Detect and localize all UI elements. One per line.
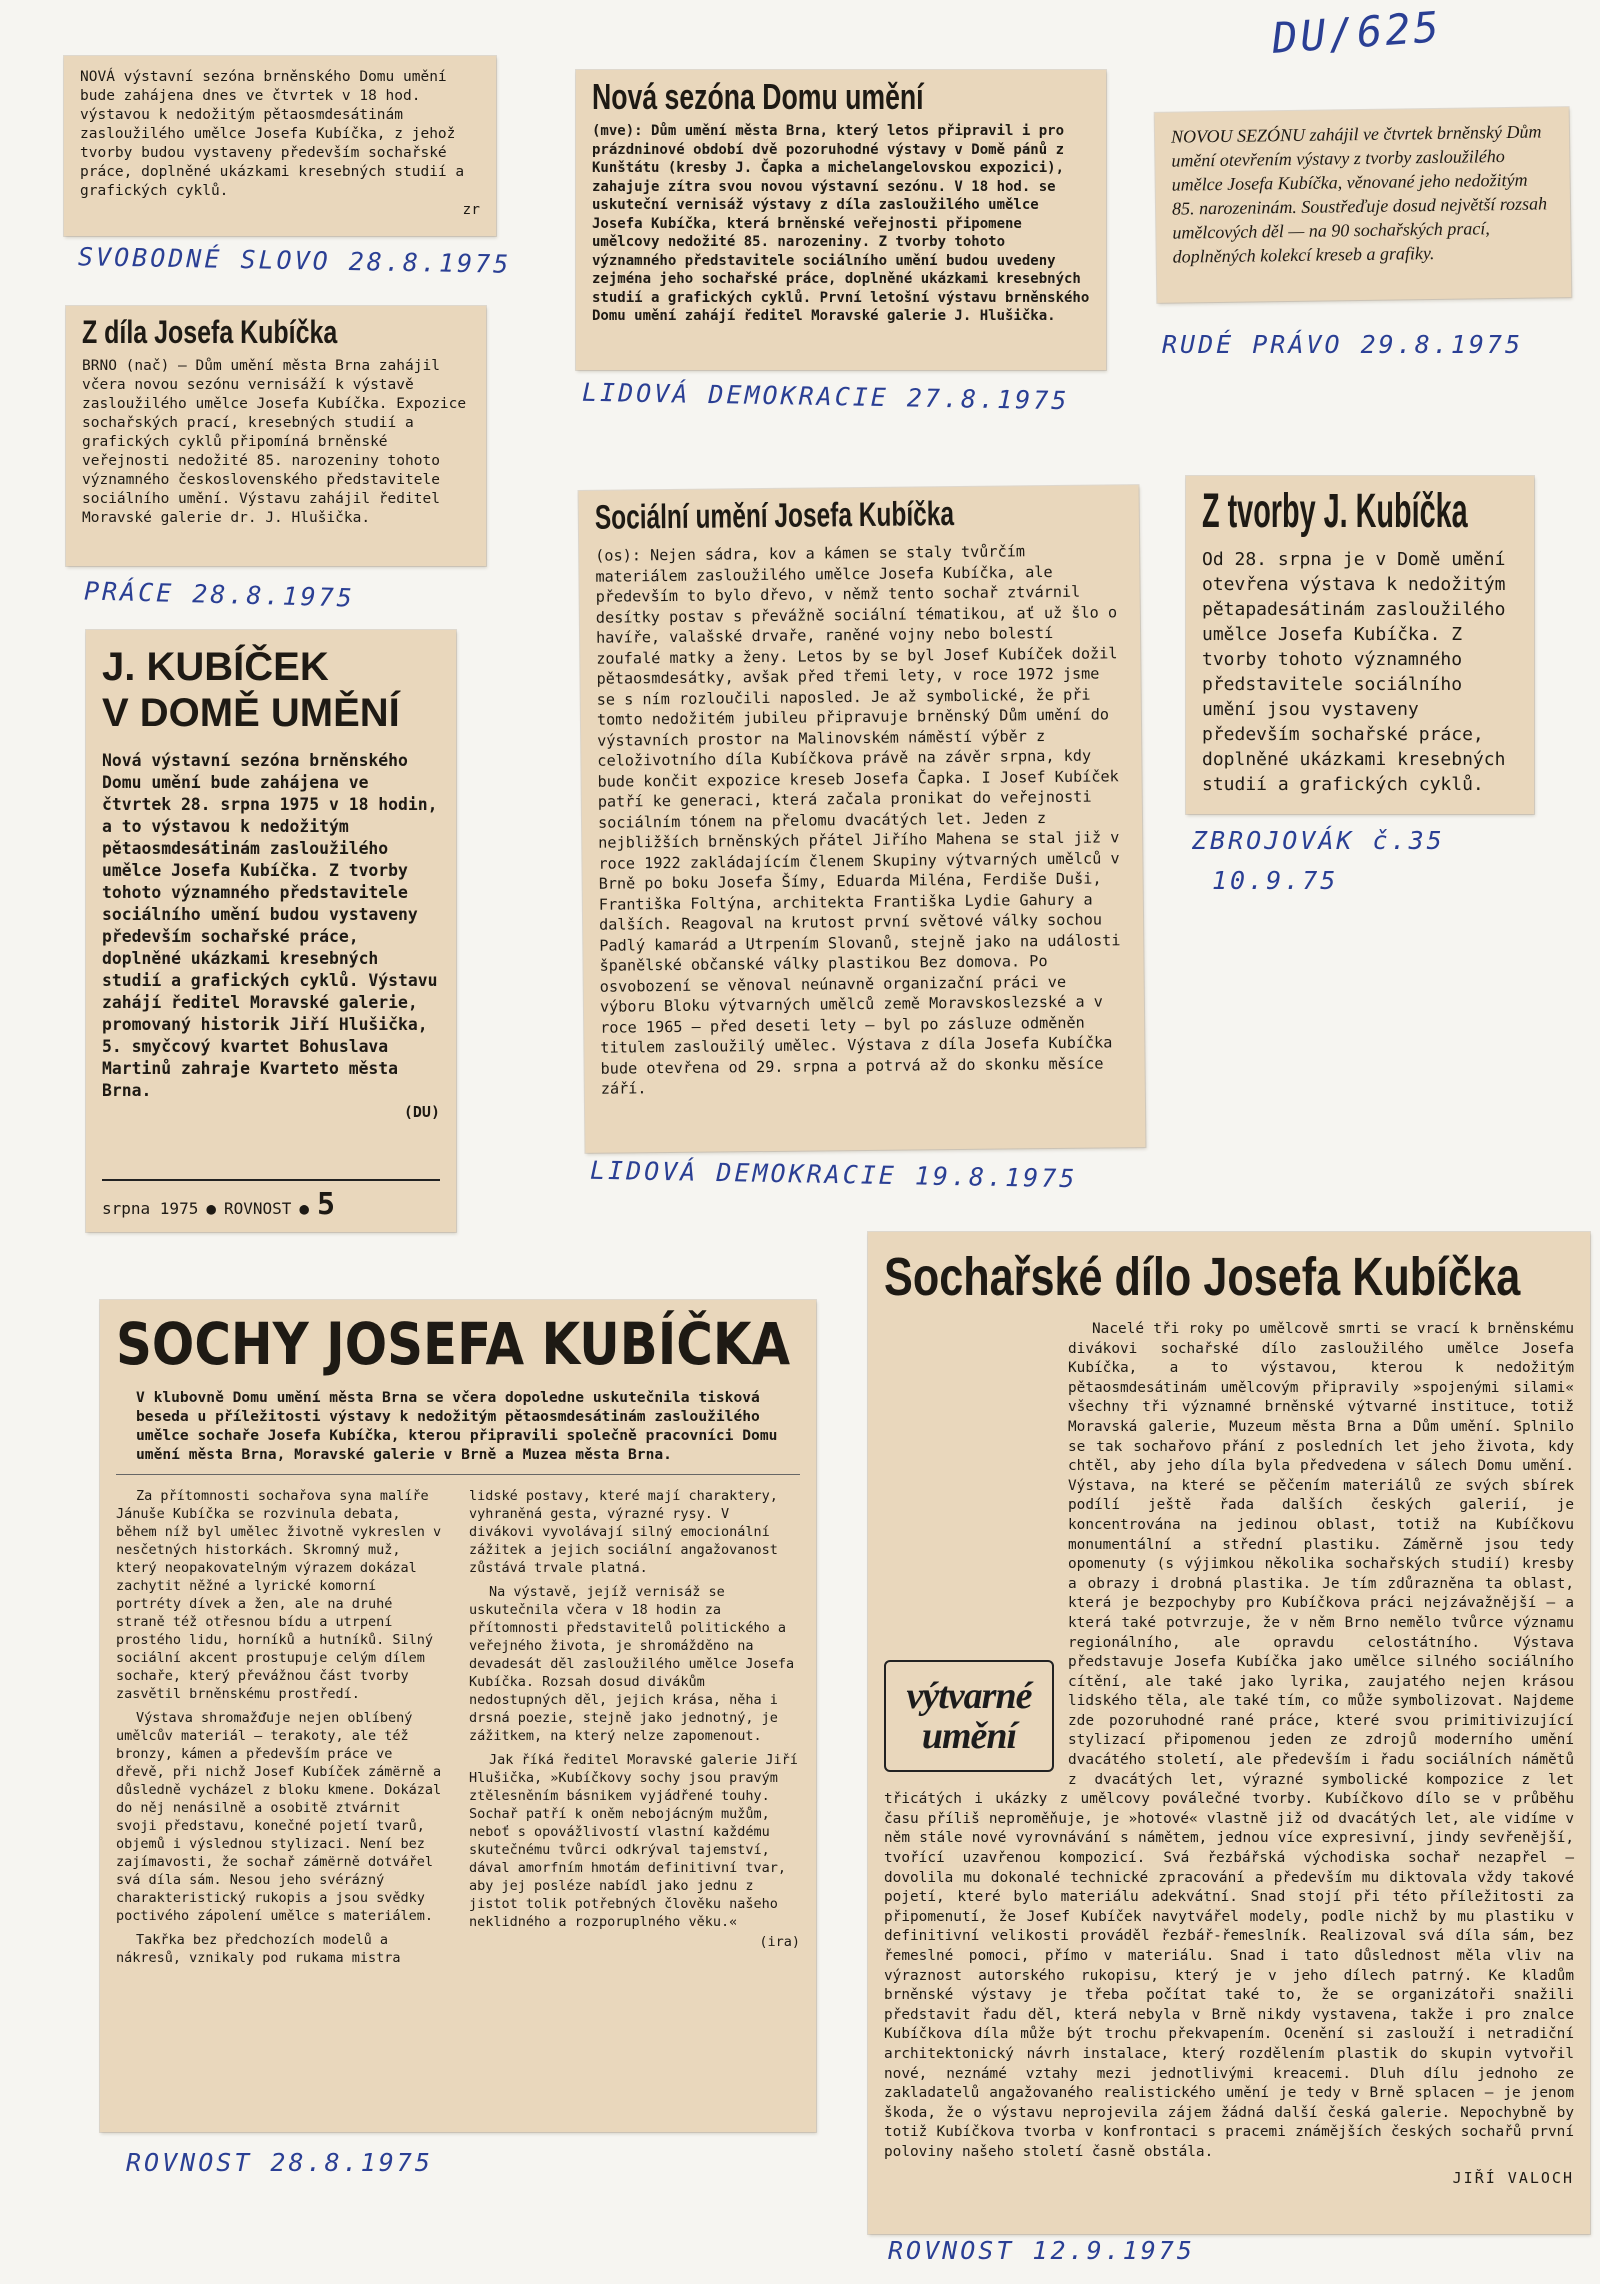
article-paragraph: Za přítomnosti sochařova syna malíře Jánuše Kubíčka se rozvinula debata, během níž byl umělec životně vykreslen v nesčetných historkách. Skromný muž, který neopakovatelným výrazem dokázal zachytit něžné a lyrické komorní portréty dívek a žen, ale na druhé straně též otřesnou bídu a utrpení prostého lidu, horníků a hutníků. Silný sociální akcent prostupuje celým dílem sochaře, který převážnou část tvorby zasvětil brněnskému prostředí. (116, 1488, 442, 1702)
source-note-date: 10.9.75 (1212, 866, 1339, 895)
article-signature: (DU) (403, 1103, 440, 1121)
article-lead: V klubovně Domu umění města Brna se včera dopoledne uskutečnila tisková beseda u příležitosti výstavy k nedožitým pětaosmdesátinám zasloužilého umělce sochaře Josefa Kubíčka, kterou připravili společně pracovníci Domu umění města Brna, Moravské galerie v Brně a Muzea města Brna. (116, 1388, 800, 1475)
article-body: Nová výstavní sezóna brněnského Domu umění bude zahájena ve čtvrtek 28. srpna 1975 v 18 hodin, a to výstavou k nedožitým pětaosmdesátinám zasloužilého umělce Josefa Kubíčka. Z tvorby tohoto významného představitele sociálního umění budou vystaveny především sochařské práce, doplněné ukázkami kresebných studií a grafických cyklů. Výstavu zahájí ředitel Moravské galerie, promovaný historik Jiří Hlušička, 5. smyčcový kvartet Bohuslava Martinů zahraje Kvarteto města Brna. (102, 751, 438, 1100)
source-note: PRÁCE 28.8.1975 (83, 576, 356, 613)
clipping-svobodne-slovo (64, 56, 496, 236)
clipping-rude-pravo (1155, 107, 1572, 303)
source-note: SVOBODNÉ SLOVO 28.8.1975 (77, 242, 512, 279)
clipping-zbrojovak (1186, 476, 1534, 814)
article-title: Nová sezóna Domu umění (592, 76, 924, 117)
article-body: Od 28. srpna je v Domě umění otevřena výstava k nedožitým pětapadesátinám zasloužilého umělce Josefa Kubíčka. Z tvorby tohoto významného představitele sociálního umění jsou vystaveny především sochařské práce, doplněné ukázkami kresebných studií a grafických cyklů. (1202, 549, 1506, 795)
archive-mark: DU/625 (1270, 2, 1444, 63)
article-paragraph: Jak říká ředitel Moravské galerie Jiří Hlušička, »Kubíčkovy sochy jsou pravým ztělesněním básnikem vyjádřené touhy. Sochař patří k oněm nebojácným mužům, neboť s opovážlivostí vlastní každému skutečnému tvůrci odkrýval tajemství, dával amorfním hmotám definitivní tvar, aby jej posléze nabídl jako jednu z jistot tolik potřebných člověku našeho neklidného a rozporuplného věku.« (469, 1752, 798, 1930)
clipping-prace (66, 306, 486, 566)
footer-date: srpna 1975 (102, 1199, 199, 1218)
section-stamp-logo (884, 1660, 1054, 1772)
article-title: Sociální umění Josefa Kubíčka (594, 495, 955, 537)
article-title: Sochařské dílo Josefa Kubíčka (884, 1247, 1521, 1307)
stamp-line: výtvarné (906, 1675, 1032, 1717)
article-body: NOVOU SEZÓNU zahájil ve čtvrtek brněnský Dům umění otevřením výstavy z tvorby zasloužilého umělce Josefa Kubíčka, věnované jeho nedožitým 85. narozeninám. Soustřeďuje dosud největší rozsah umělcových děl — na 90 sochařských prací, doplněných kolekcí kreseb a grafiky. (1170, 121, 1548, 267)
article-title: Z tvorby J. Kubíčka (1202, 485, 1468, 538)
source-note: LIDOVÁ DEMOKRACIE 27.8.1975 (581, 377, 1070, 416)
article-body: (os): Nejen sádra, kov a kámen se staly tvůrčím materiálem zasloužilého umělce Josefa Kubíčka, ale především to bylo dřevo, v němž tento sochař ztvárnil desítky postav s převážně sociální tématikou, ať už šlo o havíře, valašské drvaře, raněné vojny nebo bolestí zoufalé matky a ženy. Letos by se byl Josef Kubíček dožil pětaosmdesátky, avšak před třemi lety, v roce 1972 jsme se s ním rozloučili naposled. Je až symbolické, že při tomto nedožitém jubileu připravuje brněnský Dům umění do výstavních prostor na Malinovském náměstí výběr z celoživotního díla Kubíčkova právě na závěr srpna, kdy bude končit expozice kreseb Josefa Čapka. I Josef Kubíček patří ke generaci, která začala pronikat do veřejnosti sociálním tónem na přelomu dvacátých let. Jeden z nejbližších brněnských přátel Jiřího Mahena se stal již v roce 1922 zakládajícím členem Skupiny výtvarných umělců v Brně po boku Josefa Šímy, Eduarda Miléna, Ferdiše Duši, Františka Foltýna, architekta Františka Lydie Gahury a dalších. Reagoval na krutost první světové války sochou Padlý kamarád a Utrpením Slovanů, stejně jako na události španělské občanské války plastikou Bez domova. Po osvobození se věnoval neúnavně organizační práci ve výboru Bloku výtvarných umělců země Moravskoslezské a v roce 1965 — před deseti lety — byl po zásluze odměněn titulem zasloužilý umělec. Výstava z díla Josefa Kubíčka bude otevřena od 29. srpna a potrvá až do skonku měsíce září. (595, 542, 1121, 1098)
clipping-rovnost-kubicek (86, 630, 456, 1232)
article-body: (mve): Dům umění města Brna, který letos připravil i pro prázdninové období dvě pozoruhodné výstavy v Domě pánů z Kunštátu (kresby J. Čapka a michelangelovskou expozici), zahajuje zítra svou novou výstavní sezónu. V 18 hod. se uskuteční vernisáž výstavy z díla zasloužilého umělce Josefa Kubíčka, která brněnské veřejnosti připomene umělcovy nedožité 85. narozeniny. Z tvorby tohoto významného představitele sociálního umění budou uvedeny zejména jeho sochařské práce, doplněné ukázkami kresebných studií a grafických cyklů. První letošní výstavu brněnského Domu umění zahájí ředitel Moravské galerie J. Hlušička. (592, 123, 1090, 324)
page-footer (102, 1179, 440, 1222)
bullet-icon: ● (299, 1199, 310, 1218)
article-body: Nacelé tři roky po umělcově smrti se vrací k brněnskému divákovi sochařské dílo zasloužilého umělce Josefa Kubíčka, a to výstavou, kterou k nedožitým pětaosmdesátinám umělcovým připravily »spojenými silami« všechny tři významné brněnské výtvarné instituce, totiž Moravská galerie, Muzeum města Brna a Dům umění. Splnilo se tak sochařovo přání z posledních let jeho života, kdy chtěl, aby jeho díla byla předvedena v sálech Domu umění. Výstava, na které se pěčením materiálů ze svých sbírek podílí ještě řada dalších českých galerií, je koncentrována na jedinou oblast, totiž na Kubíčkovu monumentální a střední plastiku. Záměrně jsou tedy opomenuty (s výjimkou několika sochařských studií) kresby a obrazy i drobná plastika. Je tím zdůrazněna ta oblast, která je bezpochyby pro Kubíčkova práci nejzávažnější — a která také potvrzuje, že v něm Brno nemělo tvůrce významu regionálního, ale opravdu celostátního. Výstava představuje Josefa Kubíčka jako umělce silného sociálního cítění, ale také jako lyrika, zaujatého nejen krásou lidského těla, ale také tím, co může symbolizovat. Najdeme zde pozoruhodné rané práce, které svou primitivizující stylizací připomenou jeden ze zdrojů moderního umění dvacátého století, ale především i řadu sociálních námětů z dvacátých let, výrazné symbolické kompozice z let třicátých i ukázky z umělcovy poválečné tvorby. Kubíčkovo dílo se v průběhu času příliš neproměňuje, je »hotové« vlastně již od dvacátých let, ale vidíme v něm stále nové vyrovnávání s námětem, jednou více expresivní, jindy sevřenější, tvořící uzavřenou kompozicí. Svá řezbářská východiska sochař nezapřel — dovolila mu dokonalé technické zpracování a především mu diktovala vždy takové pojetí, které bylo materiálu adekvátní. Snad stojí při této příležitosti za připomenutí, že Josef Kubíček navytvářel modely, podle nichž by mu plastiku v definitivní velikosti prováděl řezbář-řemeslník. Realizoval svá díla sám, bez řemeslné pomoci, přímo v materiálu. Snad i tato důslednost měla vliv na výraznost autorského rukopisu, který je v jeho dílech patrný. Ke kladům brněnské výstavy je třeba počítat také to, že se organizátoři snažili představit řadu děl, která nebyla v Brně nikdy vystavena, takže i pro znalce Kubíčkova díla může být trochu překvapením. Ocenění si zaslouží i netradiční architektonický návrh instalace, který rozdělením plastik do skupin vytvořil nové, neznámé vztahy mezi jednotlivými kreacemi. Dluh dílu jednoho ze zakladatelů angažovaného realistického umění je tedy v Brně splacen — je jenom škoda, že o výstavu neprojevila zájem žádná další česká galerie. Nepochybně by totiž Kubíčkova tvorba v konfrontaci s pracemi známějších českých sochařů první poloviny našeho století časně obstála. (884, 1321, 1574, 2160)
article-body: BRNO (nač) — Dům umění města Brna zahájil včera novou sezónu vernisáží k výstavě zasloužilého umělce Josefa Kubíčka. Expozice sochařských prací, kresebných studií a grafických cyklů připomíná brněnské veřejnosti nedožité 85. narozeniny tohoto významného československého představitele sociálního umění. Výstavu zahájil ředitel Moravské galerie dr. J. Hlušička. (82, 358, 467, 526)
clipping-lidova-demokracie-27 (576, 70, 1106, 370)
source-note: LIDOVÁ DEMOKRACIE 19.8.1975 (589, 1155, 1078, 1194)
source-note: ROVNOST 12.9.1975 (888, 2236, 1195, 2265)
article-body: NOVÁ výstavní sezóna brněnského Domu umění bude zahájena dnes ve čtvrtek v 18 hod. výstavou k nedožitým pětaosmdesátinám zasloužilého umělce Josefa Kubíčka, z jehož tvorby budou vystaveny především sochařské práce, doplněné ukázkami kresebných studií a grafických cyklů. (80, 69, 465, 199)
source-note: RUDÉ PRÁVO 29.8.1975 (1162, 330, 1524, 359)
article-columns (116, 1487, 800, 1967)
stamp-line: umění (921, 1715, 1017, 1757)
article-title: Z díla Josefa Kubíčka (82, 314, 338, 350)
footer-page: 5 (317, 1187, 336, 1222)
article-title-line1: J. KUBÍČEK (102, 645, 329, 689)
clipping-rovnost-valoch (868, 1232, 1590, 2234)
article-paragraph: Výstava shromažďuje nejen oblíbený umělcův materiál — terakoty, ale též bronzy, kámen a především práce ve dřevě, při nichž Josef Kubíček zámërně a důsledně vycházel z bloku kmene. Dokázal do něj nenásilně a osobitě ztvárnit svoji představu, konečné pojetí tvarů, objemů i výslednou stylizaci. Není bez zajímavosti, že sochař zámërně dotvářel svá díla sám. Nesou jeho svérázný charakteristický rukopis a jsou svědky poctivého zápolení umělce s materiálem. (116, 1710, 442, 1924)
footer-paper: ROVNOST (223, 1199, 292, 1218)
article-title-line2: V DOMĚ UMĚNÍ (102, 691, 400, 735)
article-signature: zr (462, 202, 480, 218)
article-signature: (ira) (759, 1934, 800, 1950)
source-note: ZBROJOVÁK č.35 (1192, 826, 1445, 855)
article-title: SOCHY JOSEFA KUBÍČKA (116, 1310, 791, 1378)
source-note: ROVNOST 28.8.1975 (126, 2148, 433, 2177)
clipping-rovnost-sochy (100, 1300, 816, 2132)
bullet-icon: ● (206, 1199, 216, 1218)
article-signature: JIŘÍ VALOCH (1452, 2168, 1574, 2187)
article-paragraph: Takřka bez předchozích modelů a nákresů, vznikaly pod rukama mistra lidské postavy, které mají charaktery, vyhraněná gesta, výrazné rysy. V divákovi vyvolávají silný emocionální zážitek a jejich sociální angažovanost zůstává trvale platná. (116, 1488, 778, 1966)
clipping-lidova-demokracie-19 (579, 485, 1146, 1153)
article-paragraph: Na výstavě, jejíž vernisáž se uskutečnila včera v 18 hodin za přítomnosti představitelů politického a veřejného života, je shromážděno na devadesát děl zasloužilého umělce Josefa Kubíčka. Rozsah dosud divákům nedostupných děl, jejich krása, něha i drsná poezie, stejně jako jednotný, je zážitkem, na který nelze zapomenout. (469, 1584, 795, 1744)
